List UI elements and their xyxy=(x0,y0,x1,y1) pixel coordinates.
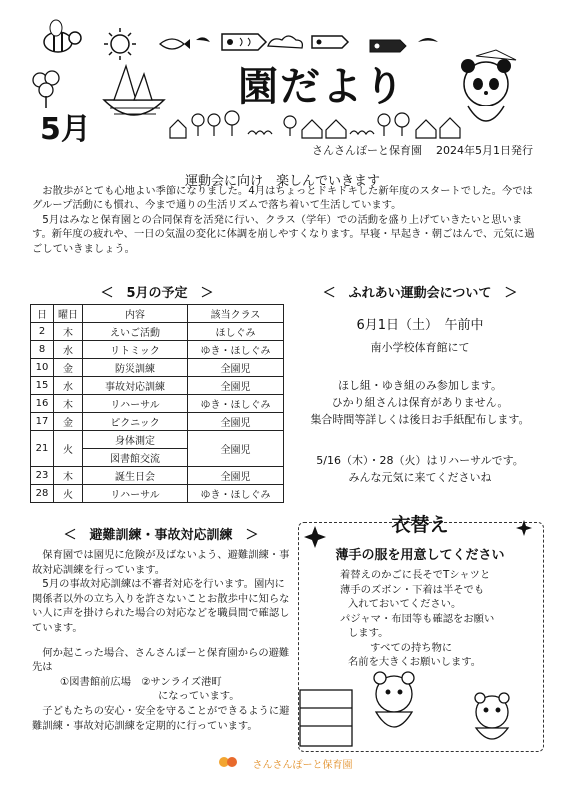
table-row xyxy=(31,413,284,431)
weekday-cell: 木 xyxy=(54,323,83,341)
koromogae-line: 名前を大きくお願いします。 xyxy=(348,656,482,668)
table-row xyxy=(31,323,284,341)
koromogae-line: パジャマ・布団等も確認をお願い xyxy=(340,612,495,625)
content-cell: 図書館交流 xyxy=(83,449,188,467)
table-header-row xyxy=(31,305,284,323)
event-heading: ＜ ふれあい運動会について ＞ xyxy=(322,286,518,301)
bear-icon xyxy=(374,672,414,727)
koromogae-title: 衣替え xyxy=(391,514,449,536)
content-cell: リトミック xyxy=(83,341,188,359)
day-cell: 17 xyxy=(31,413,54,431)
panda-icon xyxy=(461,50,516,121)
intro-paragraph: お散歩がとても心地よい季節になりました。4月はちょっとドキドキした新年度のスタートでした。今ではグループ活動にも慣れ、今まで通りの生活リズムで落ち着いて生活しています。 xyxy=(32,185,533,212)
drill-paragraph: 何か起こった場合、さんさんぽーと保育園からの避難先は xyxy=(32,646,290,674)
event-note: 集合時間等詳しくは後日お手紙配布します。 xyxy=(310,413,530,426)
month-label: 5月 xyxy=(40,112,91,147)
event-info xyxy=(300,300,540,486)
content-cell: 事故対応訓練 xyxy=(83,377,188,395)
koromogae-subtitle: 薄手の服を用意してください xyxy=(335,548,505,563)
koromogae-line: 着替えのかごに長そでTシャツと xyxy=(340,569,491,581)
table-row xyxy=(31,377,284,395)
weekday-cell: 木 xyxy=(54,395,83,413)
drawer-icon xyxy=(300,690,352,746)
issue-date: 2024年5月1日発行 xyxy=(436,144,533,157)
table-row xyxy=(31,485,284,503)
drill-paragraph: 保育園では園児に危険が及ばないよう、避難訓練・事故対応訓練を行っています。 xyxy=(32,549,290,576)
weekday-cell: 金 xyxy=(54,413,83,431)
clover-icon xyxy=(33,71,59,108)
issuer-name: さんさんぽーと保育園 xyxy=(312,144,422,157)
bee-icon xyxy=(44,20,81,52)
class-cell: ゆき・ほしぐみ xyxy=(188,485,284,503)
drill-heading: ＜ 避難訓練・事故対応訓練 ＞ xyxy=(63,528,259,543)
cloud-icon xyxy=(268,36,302,48)
class-cell: 全園児 xyxy=(188,359,284,377)
content-cell: 誕生日会 xyxy=(83,467,188,485)
column-header: 曜日 xyxy=(54,305,83,323)
day-cell: 15 xyxy=(31,377,54,395)
koinobori-icon xyxy=(222,34,266,50)
class-cell: 全園児 xyxy=(188,377,284,395)
column-header: 該当クラス xyxy=(188,305,284,323)
content-cell: 防災訓練 xyxy=(83,359,188,377)
column-header: 日 xyxy=(31,305,54,323)
schedule-table xyxy=(30,304,284,503)
koinobori-icon xyxy=(370,40,406,52)
koromogae-text xyxy=(340,568,530,670)
class-cell: 全園児 xyxy=(188,467,284,485)
day-cell: 10 xyxy=(31,359,54,377)
table-row xyxy=(31,467,284,485)
class-cell: ほしぐみ xyxy=(188,323,284,341)
weekday-cell: 水 xyxy=(54,341,83,359)
koromogae-line: すべての持ち物に xyxy=(370,641,453,654)
intro-paragraph: 5月はみなと保育園との合同保育を活発に行い、クラス（学年）での活動を盛り上げていきたいと思います。新年度の疲れや、一日の気温の変化に体調を崩しやすくなります。早寝・早起き・朝ごはんで、元気に過ごしていきましょう。 xyxy=(32,213,535,255)
intro-text xyxy=(32,184,537,256)
class-cell: ゆき・ほしぐみ xyxy=(188,395,284,413)
drill-paragraph: 5月の事故対応訓練は不審者対応を行います。園内に関係者以外の立ち入りを許さないことお散歩中に知らない人に声を掛けられた場合の対応などを職員間で確認しています。 xyxy=(32,578,290,634)
koromogae-line: 入れておいてください。 xyxy=(348,598,462,610)
drill-paragraph: ①図書館前広場 ②サンライズ港町 xyxy=(60,675,222,688)
class-cell: 全園児 xyxy=(188,431,284,467)
day-cell: 2 xyxy=(31,323,54,341)
table-row xyxy=(31,431,284,449)
event-datetime: 6月1日（土） 午前中 xyxy=(356,318,484,333)
table-row xyxy=(31,341,284,359)
bamboo-shoot-basket-icon xyxy=(104,66,164,115)
drill-paragraph: 子どもたちの安心・安全を守ることができるように避難訓練・事故対応訓練を定期的に行っています。 xyxy=(32,704,290,732)
cheer-note: みんな元気に来てくださいね xyxy=(348,471,492,484)
bear-icon xyxy=(475,693,509,739)
bird-icon xyxy=(196,37,210,42)
day-cell: 21 xyxy=(31,431,54,467)
koinobori-icon xyxy=(312,36,348,48)
event-place: 南小学校体育館にて xyxy=(370,341,470,354)
rehearsal-note: 5/16（木）・28（火）はリハーサルです。 xyxy=(316,454,524,467)
footer-name: さんさんぽーと保育園 xyxy=(252,760,353,771)
drill-text xyxy=(32,548,292,733)
sun-icon xyxy=(104,28,136,60)
event-note: ほし組・ゆき組のみ参加します。 xyxy=(337,379,503,392)
day-cell: 16 xyxy=(31,395,54,413)
content-cell: リハーサル xyxy=(83,395,188,413)
bird-icon xyxy=(418,38,438,42)
weekday-cell: 木 xyxy=(54,467,83,485)
weekday-cell: 水 xyxy=(54,377,83,395)
event-note: ひかり組さんは保育がありません。 xyxy=(331,396,509,409)
day-cell: 28 xyxy=(31,485,54,503)
koromogae-line: 薄手のズボン・下着は半そでも xyxy=(340,583,485,596)
weekday-cell: 金 xyxy=(54,359,83,377)
newsletter-title: 園だより xyxy=(238,64,406,110)
schedule-heading: ＜ 5月の予定 ＞ xyxy=(100,286,214,301)
table-row xyxy=(31,395,284,413)
content-cell: 身体測定 xyxy=(83,431,188,449)
content-cell: リハーサル xyxy=(83,485,188,503)
headline: 運動会に向け 楽しんでいきます xyxy=(184,174,380,189)
table-row xyxy=(31,359,284,377)
weekday-cell: 火 xyxy=(54,485,83,503)
town-row-icon xyxy=(170,111,460,138)
class-cell: 全園児 xyxy=(188,413,284,431)
column-header: 内容 xyxy=(83,305,188,323)
bears-illustration xyxy=(296,668,546,750)
content-cell: ピクニック xyxy=(83,413,188,431)
koromogae-line: します。 xyxy=(348,627,389,639)
weekday-cell: 火 xyxy=(54,431,83,467)
drill-paragraph: になっています。 xyxy=(158,690,240,703)
content-cell: えいご活動 xyxy=(83,323,188,341)
day-cell: 23 xyxy=(31,467,54,485)
class-cell: ゆき・ほしぐみ xyxy=(188,341,284,359)
fish-icon xyxy=(160,39,190,49)
day-cell: 8 xyxy=(31,341,54,359)
